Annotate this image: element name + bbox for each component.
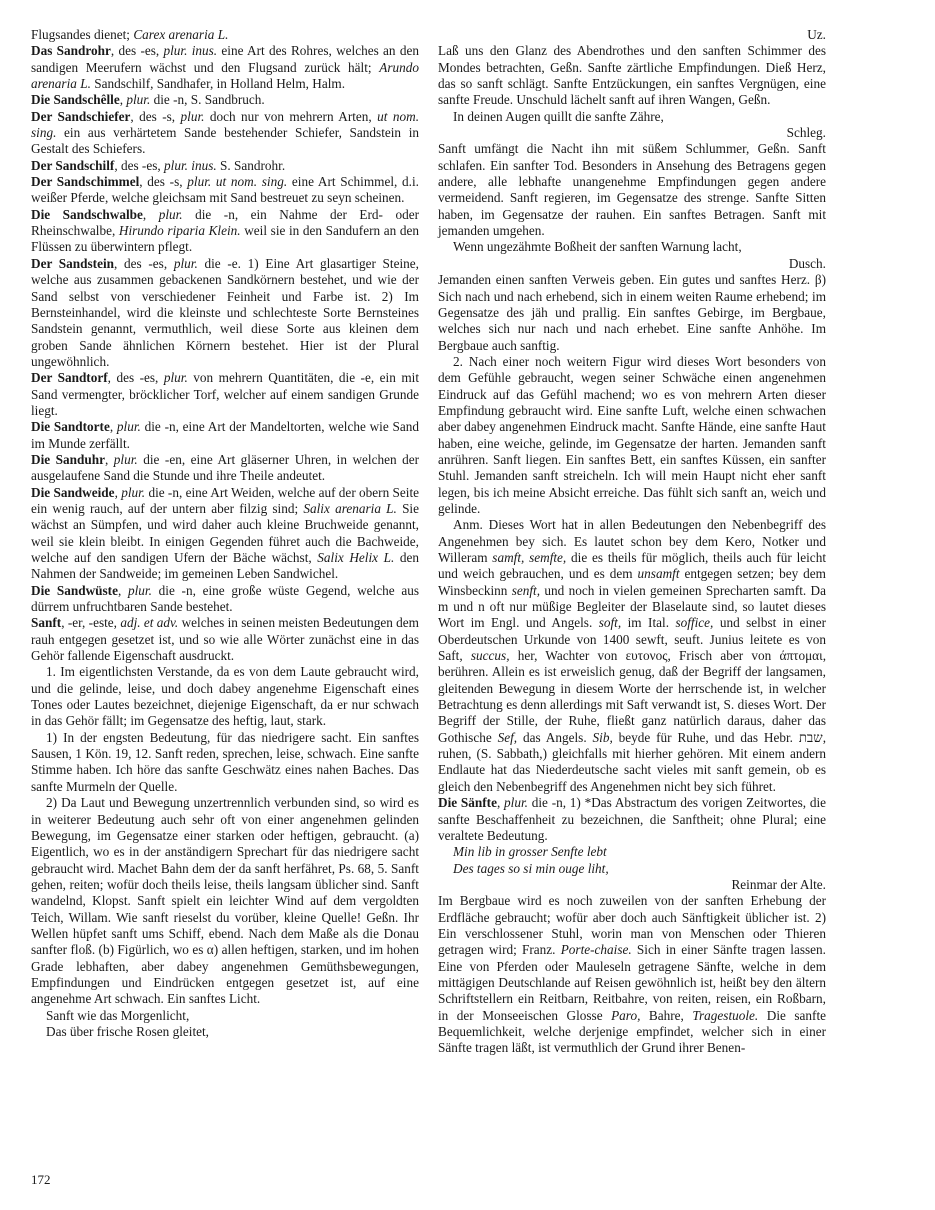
text: Schleg. <box>786 125 826 141</box>
text: beyde für Ruhe, und das Hebr. שבת, ruhen, (S. Sabbath,) gleichfalls mit hierher gehören. Mit einem andern Endlaute hat das Niederdeutsche sacht vieles mit sanft gemein, ob es gleich den Nebenbegriff des Angenehmen nicht bey sich führet. <box>438 729 827 794</box>
entry-paragraph <box>438 272 826 354</box>
text: die -en, eine Art gläserner Uhren, in welchen der ausgelaufene Sand die Stunde und ihre Theile andeutet. <box>31 451 419 484</box>
italic-text: plur. <box>128 582 152 598</box>
italic-text: plur. <box>173 255 198 271</box>
verse-line <box>31 1024 419 1040</box>
text: den Nahmen der Sandweide; im gemeinen Leben Sandwichel. <box>31 550 419 582</box>
verse-line <box>438 844 826 860</box>
italic-text: plur. inus. <box>163 43 218 59</box>
headword: Der Sandschilf <box>31 157 115 173</box>
text: , <box>496 795 505 811</box>
italic-text: succus, <box>470 648 510 664</box>
italic-text: unsamft <box>637 566 680 582</box>
text: Reinmar der Alte. <box>731 876 826 892</box>
entry-paragraph <box>31 92 419 108</box>
text: von mehrern Quantitäten, die -e, ein mit Sand vermengter, bröcklicher Torf, welcher auf einem sandigen Grunde liegt. <box>31 370 419 418</box>
text: Sanft wie das Morgenlicht, <box>46 1007 190 1023</box>
text: die -e. 1) Eine Art glasartiger Steine, welche aus zusammen gebackenen Sandkörnern bestehet, und wie der Sand selbst von verschiedener Feinheit und Farbe ist. 2) Im Bernsteinhandel, wird die kleinste und schlechteste Sorte Bernsteines Sandstein genannt, vermuthlich, weil diese Sorte aus kleinen dem groben Sande ähnlichen Körnern bestehet. Hier ist der Plural ungewöhnlich. <box>31 255 419 369</box>
entry-paragraph <box>31 158 419 174</box>
headword: Der Sandtorf <box>31 370 108 386</box>
text: Flugsandes dienet; <box>31 27 134 42</box>
text: die es theils für möglich, theils auch für leicht und weich gebrauchen, und es dem <box>438 550 826 582</box>
verse-line <box>438 239 826 255</box>
text: Das über frische Rosen gleitet, <box>46 1023 209 1039</box>
text: 1) In der engsten Bedeutung, für das niedrigere sacht. Ein sanftes Sausen, 1 Kön. 19, 12. Sanft reden, sprechen, leise, schwach. Eine sanfte Stimme haben. Ich höre das sanfte Geschwätz eines nahen Baches. Das sanfte Murmeln der Quelle. <box>31 729 419 794</box>
entry-paragraph <box>31 419 419 452</box>
italic-text: plur. <box>158 206 183 222</box>
italic-text: plur. <box>121 484 146 500</box>
right-column <box>438 27 826 1057</box>
italic-text: ut nom. sing. <box>31 108 420 141</box>
italic-text: Arundo arenaria L. <box>31 59 419 92</box>
text: die -n, eine große wüste Gegend, welche aus dürrem unfruchtbaren Sande bestehet. <box>31 582 419 615</box>
entry-paragraph <box>31 174 419 207</box>
italic-text: senft, <box>511 582 541 598</box>
text: , <box>119 92 127 108</box>
text: entgegen setzen; bey dem Winsbeckinn <box>438 566 826 598</box>
headword: Das Sandrohr <box>31 43 111 59</box>
entry-paragraph <box>31 615 419 664</box>
italic-text: adj. et adv. <box>120 615 179 631</box>
text: die -n, ein Nahme der Erd- oder Rheinschwalbe, <box>31 206 419 239</box>
text: die -n, eine Art der Mandeltorten, welche wie Sand im Munde zerfällt. <box>31 419 420 451</box>
headword: Der Sandstein <box>31 255 115 271</box>
text: , <box>109 419 117 435</box>
headword: Die Sandtorte <box>31 419 110 435</box>
italic-text: plur. <box>163 370 188 386</box>
verse-line <box>438 109 826 125</box>
italic-text: Sib, <box>592 729 613 745</box>
text: her, Wachter von ευτονος, Frisch aber von άπτομαι, berühren. Allein es ist erweislich genug, daß der Begriff der langsamen, gleitenden Bewegung in diesem Worte der herrschende ist, in welcher Betrachtung es denn allerdings mit Saft verwandt ist, S. dieses Wort. Der Begriff der Stille, der Ruhe, fließt ganz natürlich daraus, daher das Gothische <box>438 648 827 745</box>
italic-text: Salix arenaria L. <box>303 500 397 516</box>
text: das Angels. <box>517 729 593 745</box>
text: Sanft umfängt die Nacht ihn mit süßem Schlummer, Geßn. Sanft schlafen. Ein sanfter Tod. Besonders in Ansehung des Betragens gegen andere, alle lebhafte unangenehme Empfindungen gegen andere vermeidend. Sanft regieren, im Gegensatze des strenge. Sanfte Sitten haben, im Gegensatze der rauhen. Ein sanftes Betragen. Sanft mit jemanden umgehen. <box>438 141 826 239</box>
text: , des -es, <box>107 370 164 386</box>
entry-paragraph <box>31 664 419 729</box>
text: eine Art Schimmel, d.i. weißer Pferde, welche gleichsam mit Sand bestreuet zu seyn scheinen. <box>31 174 419 206</box>
text: Sich in einer Sänfte tragen lassen. Eine von Pferden oder Mauleseln getragene Sänfte, welche in dem mittägigen Deutschlande auf Reisen gewöhnlich ist, heißt bey den ältern Schriftstellern ein Reitbarn, Reitbahre, von reiten, reisen, ein Roßbarn, in der Monseeischen Glosse <box>438 942 826 1023</box>
text: Laß uns den Glanz des Abendrothes und den sanften Schimmer des Mondes betrachten, Geßn. Sanfte zärtliche Empfindungen. Dieß Herz, das so sanft schlägt. Sanfte Entzückungen, ein sanftes Vergnügen, eine sanfte Freude. Unschuld lächelt sanft auf ihren Wangen, Geßn. <box>438 43 826 108</box>
headword: Der Sandschiefer <box>31 108 131 124</box>
text: , <box>117 582 128 598</box>
entry-paragraph <box>31 370 419 419</box>
text: , <box>104 451 114 467</box>
headword: Die Sanduhr <box>31 451 105 467</box>
entry-paragraph <box>31 730 419 795</box>
text: und noch in vielen gemeinen Sprecharten samft. Da m und n oft nur müßige Begleiter der Blaselaute sind, so lautet dieses Wort im Engl. und Angels. <box>438 582 826 631</box>
headword: Die Sandschêlle <box>31 92 120 108</box>
entry-paragraph <box>438 795 826 844</box>
verse-line <box>31 1008 419 1024</box>
text: Im Bergbaue wird es noch zuweilen von der sanften Erhebung der Erdfläche gebraucht; wofür aber doch auch Sänftigkeit üblicher ist. 2) Ein verschlossener Stuhl, worin man von Menschen oder Thieren getragen wird; Franz. <box>438 893 826 958</box>
text: S. Sandrohr. <box>216 157 286 173</box>
headword: Die Sandwüste <box>31 582 118 598</box>
left-column <box>31 27 419 1040</box>
attribution <box>438 256 826 272</box>
text: Jemanden einen sanften Verweis geben. Ein gutes und sanftes Herz. β) Sich nach und nach erhebend, sich in einem weiten Raume erhebend; im Gegensatze des jäh und prallig. Ein sanftes Gebirge, im Bergbaue, welches sich nur nach und nach erhebet. Eine sanfte Anhöhe. Im Bergbaue auch sanftig. <box>438 272 826 353</box>
text: , des -s, <box>139 174 188 190</box>
italic-text: Salix Helix L. <box>317 550 395 565</box>
italic-text: plur. <box>180 108 205 124</box>
italic-text: soft, <box>598 615 622 631</box>
italic-text: Tragestuole. <box>692 1007 759 1023</box>
attribution <box>438 877 826 893</box>
text: und selbst in einer Oberdeutschen Urkunde von 1400 sewft, seuft. Junius leitete es von Saft, <box>438 615 826 664</box>
text: Bahre, <box>640 1007 693 1023</box>
italic-text: plur. inus. <box>164 157 217 173</box>
headword: Sanft <box>31 615 62 631</box>
text: , -er, -este, <box>61 615 121 631</box>
text: , <box>114 484 122 500</box>
headword: Der Sandschimmel <box>31 174 140 190</box>
page-number: 172 <box>31 1172 51 1187</box>
entry-paragraph <box>31 795 419 1007</box>
headword: Die Sänfte <box>438 795 497 811</box>
entry-paragraph <box>438 893 826 1056</box>
attribution <box>438 125 826 141</box>
entry-paragraph <box>31 583 419 616</box>
italic-text: plur. ut nom. sing. <box>187 174 288 190</box>
text: Des tages so si min ouge liht, <box>453 860 609 876</box>
text: , des -es, <box>114 157 165 173</box>
text: die -n, 1) *Das Abstractum des vorigen Zeitwortes, die sanfte Beschaffenheit zu bezeichnen, die Sanftheit; ohne Plural; eine veraltete Bedeutung. <box>438 795 827 843</box>
entry-paragraph <box>438 517 826 795</box>
entry-paragraph <box>438 43 826 108</box>
italic-text: Sef, <box>497 729 518 745</box>
text: , des -s, <box>130 108 181 124</box>
italic-text: plur. <box>126 92 151 108</box>
headword: Die Sandweide <box>31 484 115 500</box>
text: die -n, eine Art Weiden, welche auf der obern Seite ein wenig rauch, auf der untern aber filzig sind; <box>31 484 420 516</box>
italic-text: Hirundo riparia Klein. <box>118 223 241 239</box>
italic-text: soffice, <box>675 615 714 631</box>
text: Min lib in grosser Senfte lebt <box>453 844 607 860</box>
text: im Ital. <box>621 615 676 631</box>
text: Wenn ungezähmte Boßheit der sanften Warnung lacht, <box>453 239 742 255</box>
text: In deinen Augen quillt die sanfte Zähre, <box>453 108 664 124</box>
entry-paragraph <box>31 43 419 92</box>
text: welches in seinen meisten Bedeutungen dem rauh entgegen gesetzet ist, und so wie alle Wörter zunächst eine in das Gehör fallende Eigenschaft ausdruckt. <box>31 615 419 664</box>
entry-paragraph <box>31 207 419 256</box>
entry-paragraph <box>31 452 419 485</box>
entry-paragraph <box>438 354 826 517</box>
text: , des -es, <box>114 255 174 271</box>
text: , <box>142 206 159 222</box>
text: , des -es, <box>110 43 164 59</box>
entry-paragraph <box>31 485 419 583</box>
italic-text: plur. <box>116 419 141 435</box>
text: Sandschilf, Sandhafer, in Holland Helm, Halm. <box>90 76 346 92</box>
text: eine Art des Rohres, welches an den sandigen Meerufern wächst und den Flugsand zurück hält; <box>31 43 419 75</box>
entry-paragraph <box>31 256 419 370</box>
text: Uz. <box>807 27 826 42</box>
text: ein aus verhärtetem Sande bestehender Schiefer, Sandstein in Gestalt des Schiefers. <box>31 125 419 157</box>
italic-text: Paro, <box>611 1007 641 1023</box>
text: Dusch. <box>788 255 826 271</box>
italic-text: Porte-chaise. <box>560 942 632 958</box>
italic-text: plur. <box>504 795 528 811</box>
text: 1. Im eigentlichsten Verstande, da es von dem Laute gebraucht wird, und die gelinde, leise, und doch dabey angenehme Eigenschaft eines Tones oder Lautes bezeichnet, diejenige Eigenschaft, da er nur schwach in das Gehör fällt; im Gegensatze des heftig, laut, stark. <box>31 664 419 729</box>
headword: Die Sandschwalbe <box>31 206 143 222</box>
text: Sie wächst an Sümpfen, und wird daher auch kleine Bruchweide genannt, weil sie klein bleibt. In einigen Gegenden führet auch die Bachweide, welche auf den sandigen Ufern der Bäche wächst, <box>31 500 419 565</box>
verse-line <box>438 861 826 877</box>
entry-paragraph <box>438 141 826 239</box>
text: doch nur von mehrern Arten, <box>204 108 378 124</box>
italic-text: plur. <box>113 451 138 467</box>
text: Anm. Dieses Wort hat in allen Bedeutungen den Nebenbegriff des Angenehmen bey sich. Es lautet schon bey dem Kero, Notker und Willeram <box>438 517 826 565</box>
entry-paragraph <box>31 109 419 158</box>
text: 2) Da Laut und Bewegung unzertrennlich verbunden sind, so wird es in weiterer Bedeutung auch sehr oft von einer angenehmen gelinden Bewegung, im Gegensatze einer starken oder heftigen, gebraucht. (a) Eigentlich, wo es in der anständigern Sprechart für das niedrigere sacht gebraucht wird. Machet Bahn dem der da sanft herfähret, Ps. 68, 5. Sanft gehen, reiten; wofür doch theils leise, theils langsam üblicher sind. Sanft wandelnd, Klopst. Sanft spielt ein leichter Wind auf dem vergoldten Teich, Willam. Wie sanft rieselst du vorüber, kleine Quelle! Geßn. Ihr Wellen hüpfet sanft ums Schiff, ebend. Nach dem Maße als die Donau sanfter floß. (b) Figürlich, wo es α) allen heftigen, starken, und im hohen Grade lebhaften, aber dabey angenehmen Gemüthsbewegungen, Empfindungen und Eindrücken entgegen gesetzet ist, auf eine angenehme Art schwach. Ein sanftes Licht. <box>31 795 419 1007</box>
attribution <box>438 27 826 43</box>
text: Die sanfte Bequemlichkeit, welche derjenige empfindet, welcher sich in einer Sänfte tragen läßt, ist vermuthlich der Grund ihrer Benen- <box>438 1007 827 1056</box>
text: weil sie in den Sandufern an den Flüssen zu überwintern pflegt. <box>31 223 420 255</box>
italic-text: samft, semfte, <box>492 550 567 565</box>
text: die -n, S. Sandbruch. <box>150 92 265 108</box>
italic-text: Carex arenaria L. <box>133 27 229 42</box>
entry-paragraph <box>31 27 419 43</box>
text: 2. Nach einer noch weitern Figur wird dieses Wort besonders von dem Gefühle gebraucht, wegen seiner Schwäche einen angenehmen Eindruck auf das Gefühl machend; wo es von mehrern Arten dieser Empfindung gebraucht wird. Eine sanfte Luft, welche einen schwachen aber dabey angenehmen Eindruck macht. Sanfte Hände, eine sanfte Haut haben, eine weiche, gelinde, im Gegensatze der harten. Jemanden sanft anrühren. Sanft liegen. Ein sanftes Bett, ein sanftes Küssen, ein sanfter Stuhl. Jemanden sanft streicheln. Ich will mein Haupt nicht eher sanft legen, bis ich meine Absicht erreiche. Das fühlt sich sanft an, weich und gelinde. <box>438 353 826 516</box>
